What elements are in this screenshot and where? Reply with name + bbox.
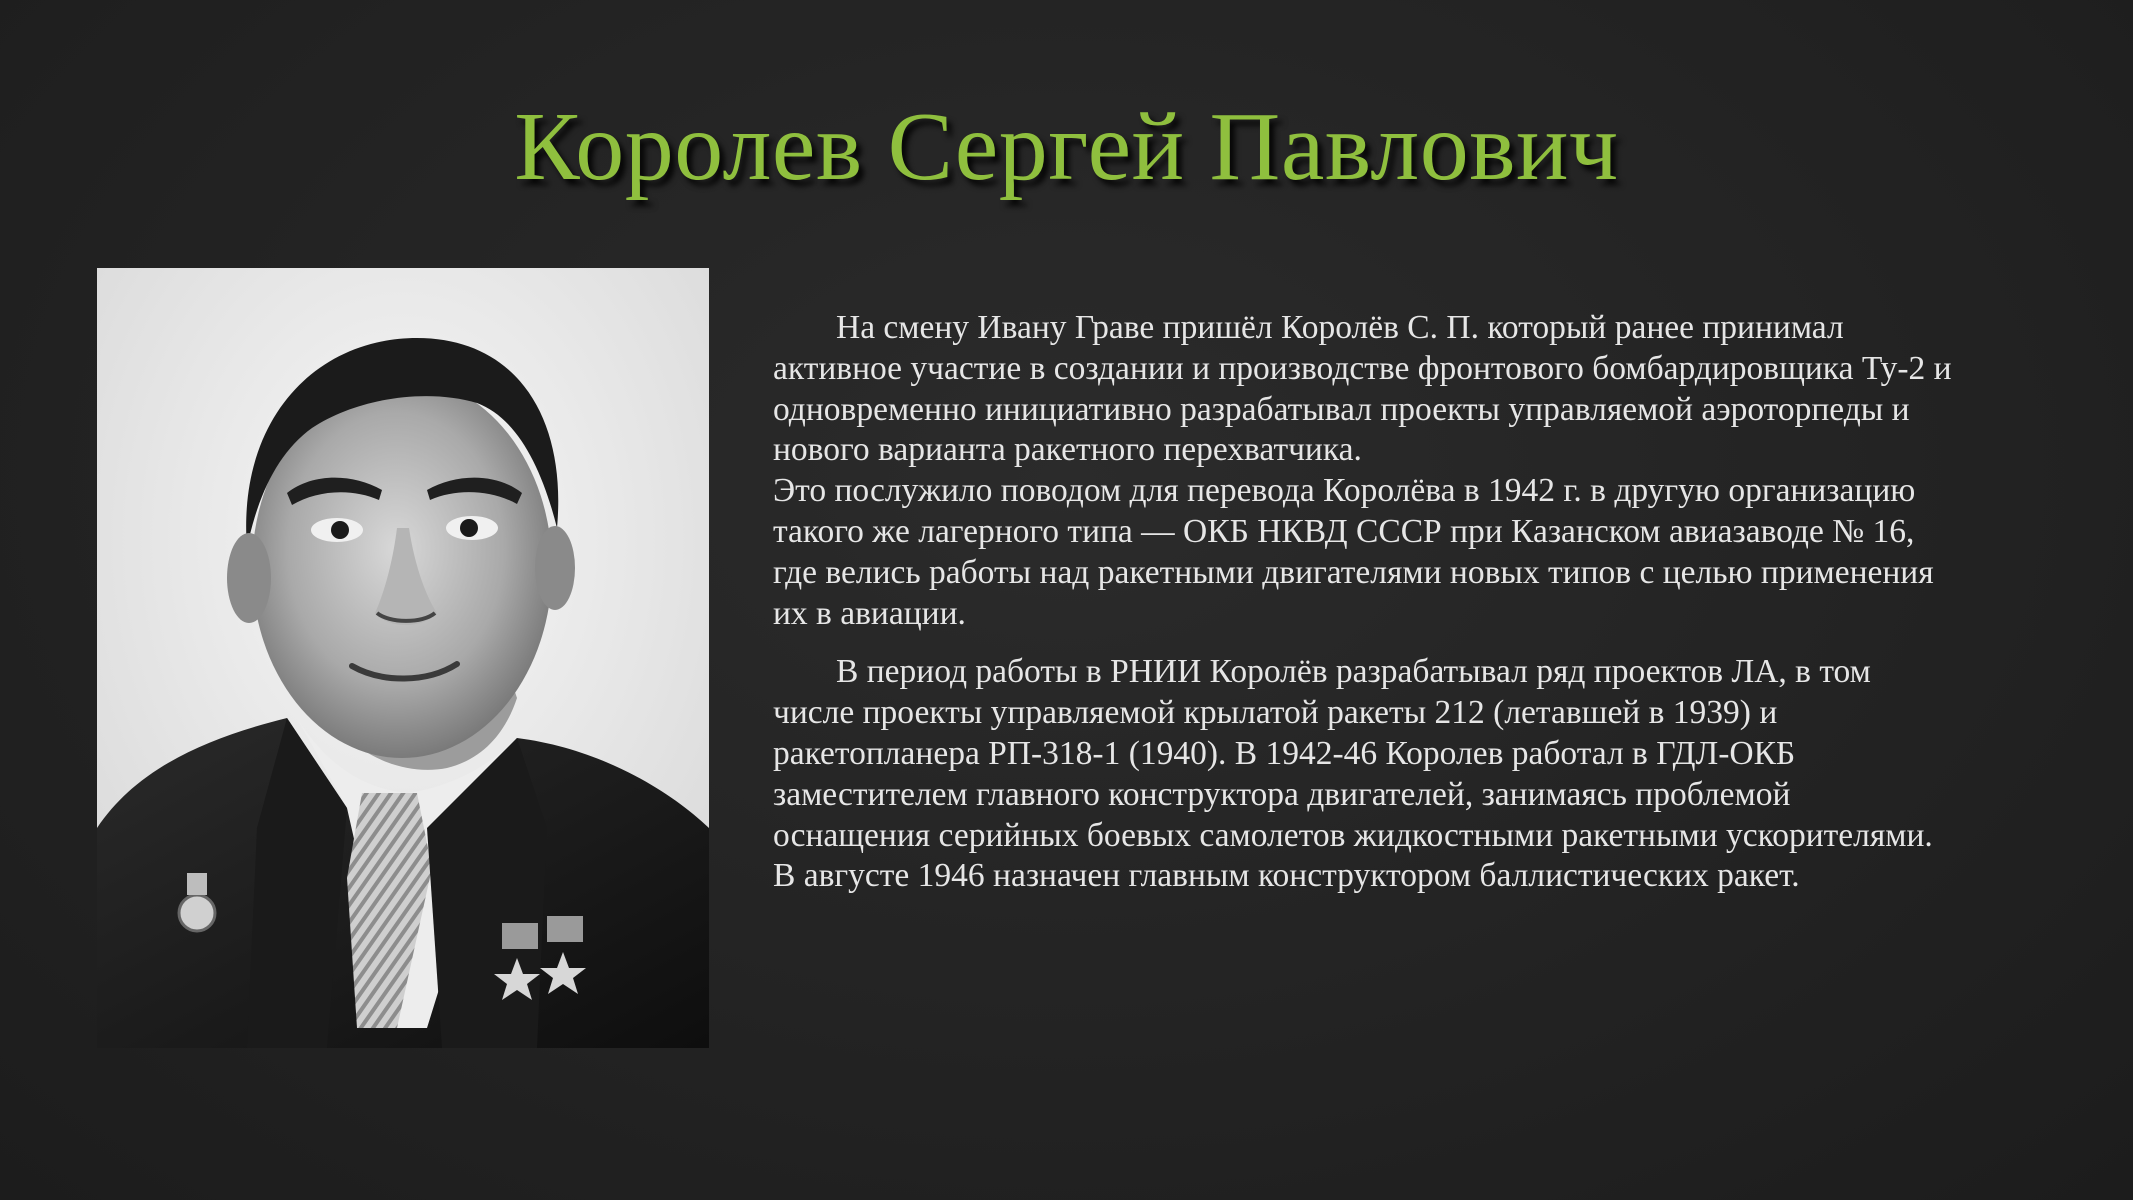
slide-text-block xyxy=(773,308,1953,897)
paragraph-3: В период работы в РНИИ Королёв разрабатывал ряд проектов ЛА, в том числе проекты управляемой крылатой ракеты 212 (летавшей в 1939) и ракетопланера РП-318-1 (1940). В 1942-46 Королев работал в ГДЛ-ОКБ заместителем главного конструктора двигателей, занимаясь проблемой оснащения серийных боевых самолетов жидкостными ракетными ускорителями. В августе 1946 назначен главным конструктором баллистических ракет. xyxy=(773,653,1933,895)
portrait-photo xyxy=(97,268,709,1048)
paragraph-1: На смену Ивану Граве пришёл Королёв С. П. который ранее принимал активное участие в создании и производстве фронтового бомбардировщика Ту-2 и одновременно инициативно разрабатывал проекты управляемой аэроторпеды и нового варианта ракетного перехватчика. xyxy=(773,309,1952,469)
paragraph-2: Это послужило поводом для перевода Королёва в 1942 г. в другую организацию такого же лагерного типа — ОКБ НКВД СССР при Казанском авиазаводе № 16, где велись работы над ракетными двигателями новых типов с целью применения их в авиации. xyxy=(773,472,1934,632)
portrait-photo-image xyxy=(97,268,709,1048)
slide-title: Королев Сергей Павлович xyxy=(514,93,1619,201)
